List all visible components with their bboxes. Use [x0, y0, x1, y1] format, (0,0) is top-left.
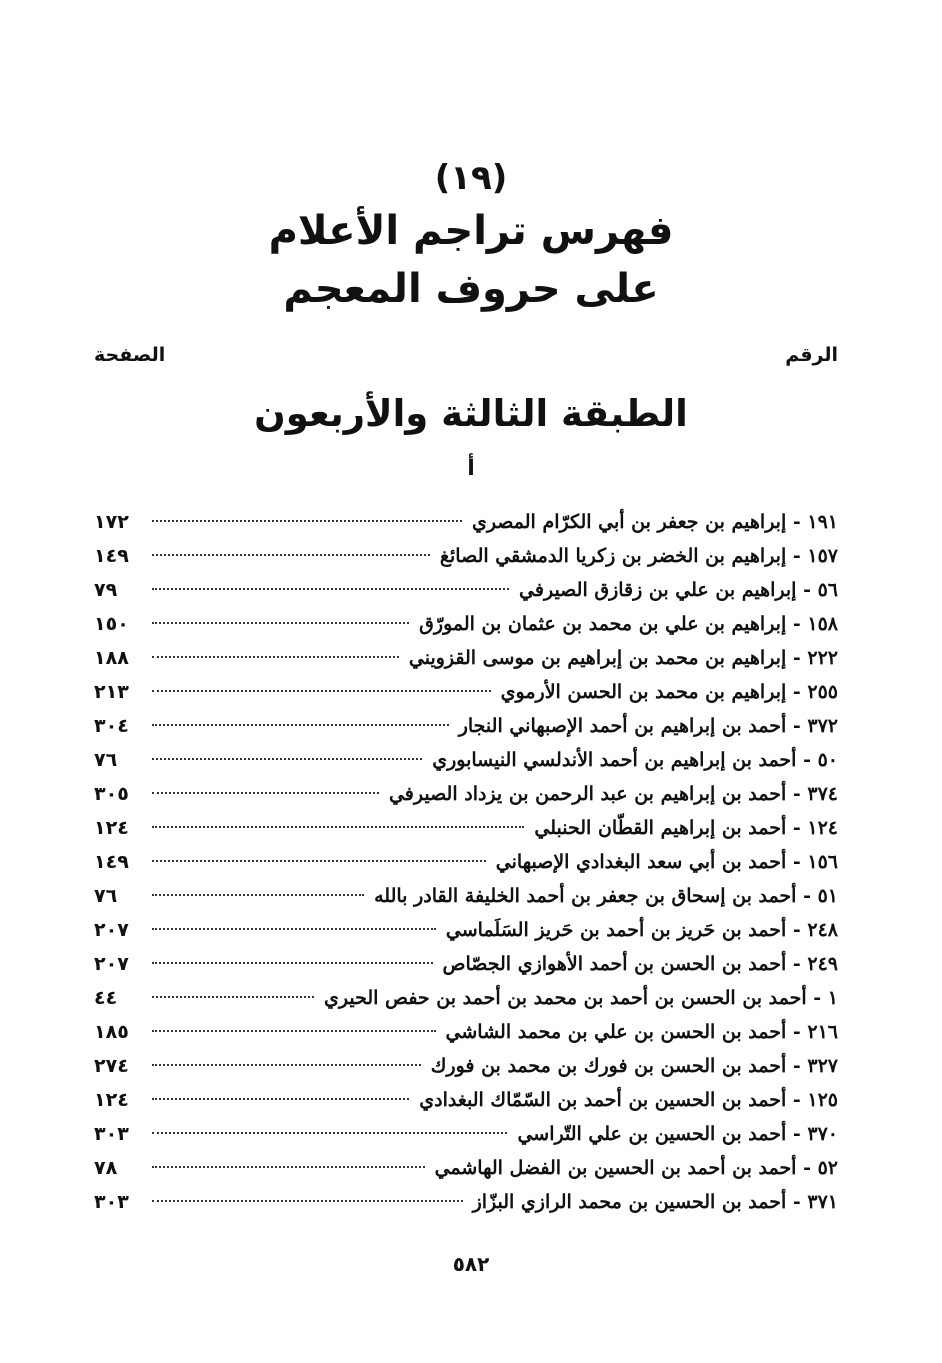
list-item: [94, 947, 838, 981]
entry-name: ٣٧٢ - أحمد بن إبراهيم بن أحمد الإصبهاني النجار: [458, 715, 838, 737]
dot-leader: [152, 893, 364, 896]
dot-leader: [152, 1029, 436, 1032]
entry-name: ٢١٦ - أحمد بن الحسن بن علي بن محمد الشاشي: [445, 1021, 838, 1043]
dot-leader: [152, 825, 524, 828]
entry-page-number: ٢٧٤: [94, 1055, 129, 1077]
list-item: [94, 777, 838, 811]
dot-leader: [152, 791, 379, 794]
list-item: [94, 879, 838, 913]
dot-leader: [152, 1063, 421, 1066]
entry-name: ٣٧٠ - أحمد بن الحسين بن علي التّراسي: [517, 1123, 838, 1145]
entry-page-number: ٧٦: [94, 749, 118, 771]
entry-name: ٣٢٧ - أحمد بن الحسن بن فورك بن محمد بن فورك: [430, 1055, 838, 1077]
entry-name: ١٥٧ - إبراهيم بن الخضر بن زكريا الدمشقي الصائغ: [439, 545, 838, 567]
list-item: [94, 913, 838, 947]
entry-name: ١ - أحمد بن الحسن بن أحمد بن محمد بن أحمد بن حفص الحيري: [324, 987, 838, 1009]
entry-name: ٥١ - أحمد بن إسحاق بن جعفر بن أحمد الخليفة القادر بالله: [374, 885, 838, 907]
list-item: [94, 607, 838, 641]
dot-leader: [152, 1131, 507, 1134]
dot-leader: [152, 723, 449, 726]
list-item: [94, 505, 838, 539]
entry-name: ٥٠ - أحمد بن إبراهيم بن أحمد الأندلسي النيسابوري: [432, 749, 838, 771]
entry-name: ٢٢٢ - إبراهيم بن محمد بن إبراهيم بن موسى القزويني: [408, 647, 838, 669]
entry-name: ٢٤٩ - أحمد بن الحسن بن أحمد الأهوازي الجصّاص: [442, 953, 838, 975]
entry-page-number: ٣٠٣: [94, 1191, 129, 1213]
entry-name: ١٢٥ - أحمد بن الحسين بن أحمد بن السّمّاك البغدادي: [419, 1089, 838, 1111]
number-column-header: الرقم: [785, 344, 838, 366]
entry-page-number: ١٧٢: [94, 511, 129, 533]
entry-page-number: ٤٤: [94, 987, 118, 1009]
list-item: [94, 981, 838, 1015]
entry-page-number: ١٤٩: [94, 851, 129, 873]
dot-leader: [152, 927, 436, 930]
list-item: [94, 641, 838, 675]
dot-leader: [152, 995, 314, 998]
list-item: [94, 573, 838, 607]
index-title: فهرس تراجم الأعلام: [268, 208, 674, 254]
entry-page-number: ٣٠٤: [94, 715, 129, 737]
entry-page-number: ١٨٨: [94, 647, 129, 669]
dot-leader: [152, 961, 433, 964]
entry-name: ١٥٨ - إبراهيم بن علي بن محمد بن عثمان بن المورّق: [419, 613, 838, 635]
list-item: [94, 675, 838, 709]
dot-leader: [152, 553, 430, 556]
page-column-header: الصفحة: [94, 344, 166, 366]
entry-name: ٣٧٤ - أحمد بن إبراهيم بن عبد الرحمن بن يزداد الصيرفي: [388, 783, 838, 805]
entry-list: [94, 505, 838, 1219]
dot-leader: [152, 689, 491, 692]
entry-page-number: ٣٠٣: [94, 1123, 129, 1145]
list-item: [94, 1151, 838, 1185]
list-item: [94, 1049, 838, 1083]
section-number: (١٩): [434, 158, 508, 198]
dot-leader: [152, 1097, 409, 1100]
list-item: [94, 845, 838, 879]
list-item: [94, 1083, 838, 1117]
entry-page-number: ١٥٠: [94, 613, 129, 635]
page-number: ٥٨٢: [452, 1252, 490, 1276]
entry-name: ١٢٤ - أحمد بن إبراهيم القطّان الحنبلي: [534, 817, 838, 839]
entry-name: ١٩١ - إبراهيم بن جعفر بن أبي الكرّام المصري: [471, 511, 838, 533]
dot-leader: [152, 1165, 425, 1168]
entry-name: ٢٥٥ - إبراهيم بن محمد بن الحسن الأرموي: [500, 681, 838, 703]
entry-name: ٥٢ - أحمد بن أحمد بن الحسين بن الفضل الهاشمي: [434, 1157, 838, 1179]
index-subtitle: على حروف المعجم: [283, 266, 659, 312]
tier-heading: الطبقة الثالثة والأربعون: [254, 392, 688, 435]
entry-page-number: ٢٠٧: [94, 919, 129, 941]
entry-page-number: ١٢٤: [94, 1089, 129, 1111]
entry-page-number: ٧٦: [94, 885, 118, 907]
dot-leader: [152, 519, 462, 522]
entry-page-number: ٣٠٥: [94, 783, 129, 805]
entry-page-number: ٢٠٧: [94, 953, 129, 975]
entry-name: ٢٤٨ - أحمد بن حَريز بن أحمد بن حَريز السَلَماسي: [445, 919, 838, 941]
entry-page-number: ٢١٣: [94, 681, 129, 703]
entry-page-number: ٧٨: [94, 1157, 118, 1179]
list-item: [94, 743, 838, 777]
list-item: [94, 539, 838, 573]
letter-heading: أ: [467, 456, 475, 481]
dot-leader: [152, 655, 399, 658]
list-item: [94, 811, 838, 845]
list-item: [94, 1015, 838, 1049]
dot-leader: [152, 587, 509, 590]
entry-name: ٥٦ - إبراهيم بن علي بن زقازق الصيرفي: [519, 579, 838, 601]
list-item: [94, 1117, 838, 1151]
entry-page-number: ٧٩: [94, 579, 118, 601]
entry-page-number: ١٢٤: [94, 817, 129, 839]
dot-leader: [152, 859, 486, 862]
entry-page-number: ١٤٩: [94, 545, 129, 567]
entry-page-number: ١٨٥: [94, 1021, 129, 1043]
list-item: [94, 709, 838, 743]
list-item: [94, 1185, 838, 1219]
dot-leader: [152, 757, 422, 760]
entry-name: ٣٧١ - أحمد بن الحسين بن محمد الرازي البزّاز: [472, 1191, 838, 1213]
entry-name: ١٥٦ - أحمد بن أبي سعد البغدادي الإصبهاني: [495, 851, 838, 873]
dot-leader: [152, 621, 409, 624]
dot-leader: [152, 1199, 463, 1202]
